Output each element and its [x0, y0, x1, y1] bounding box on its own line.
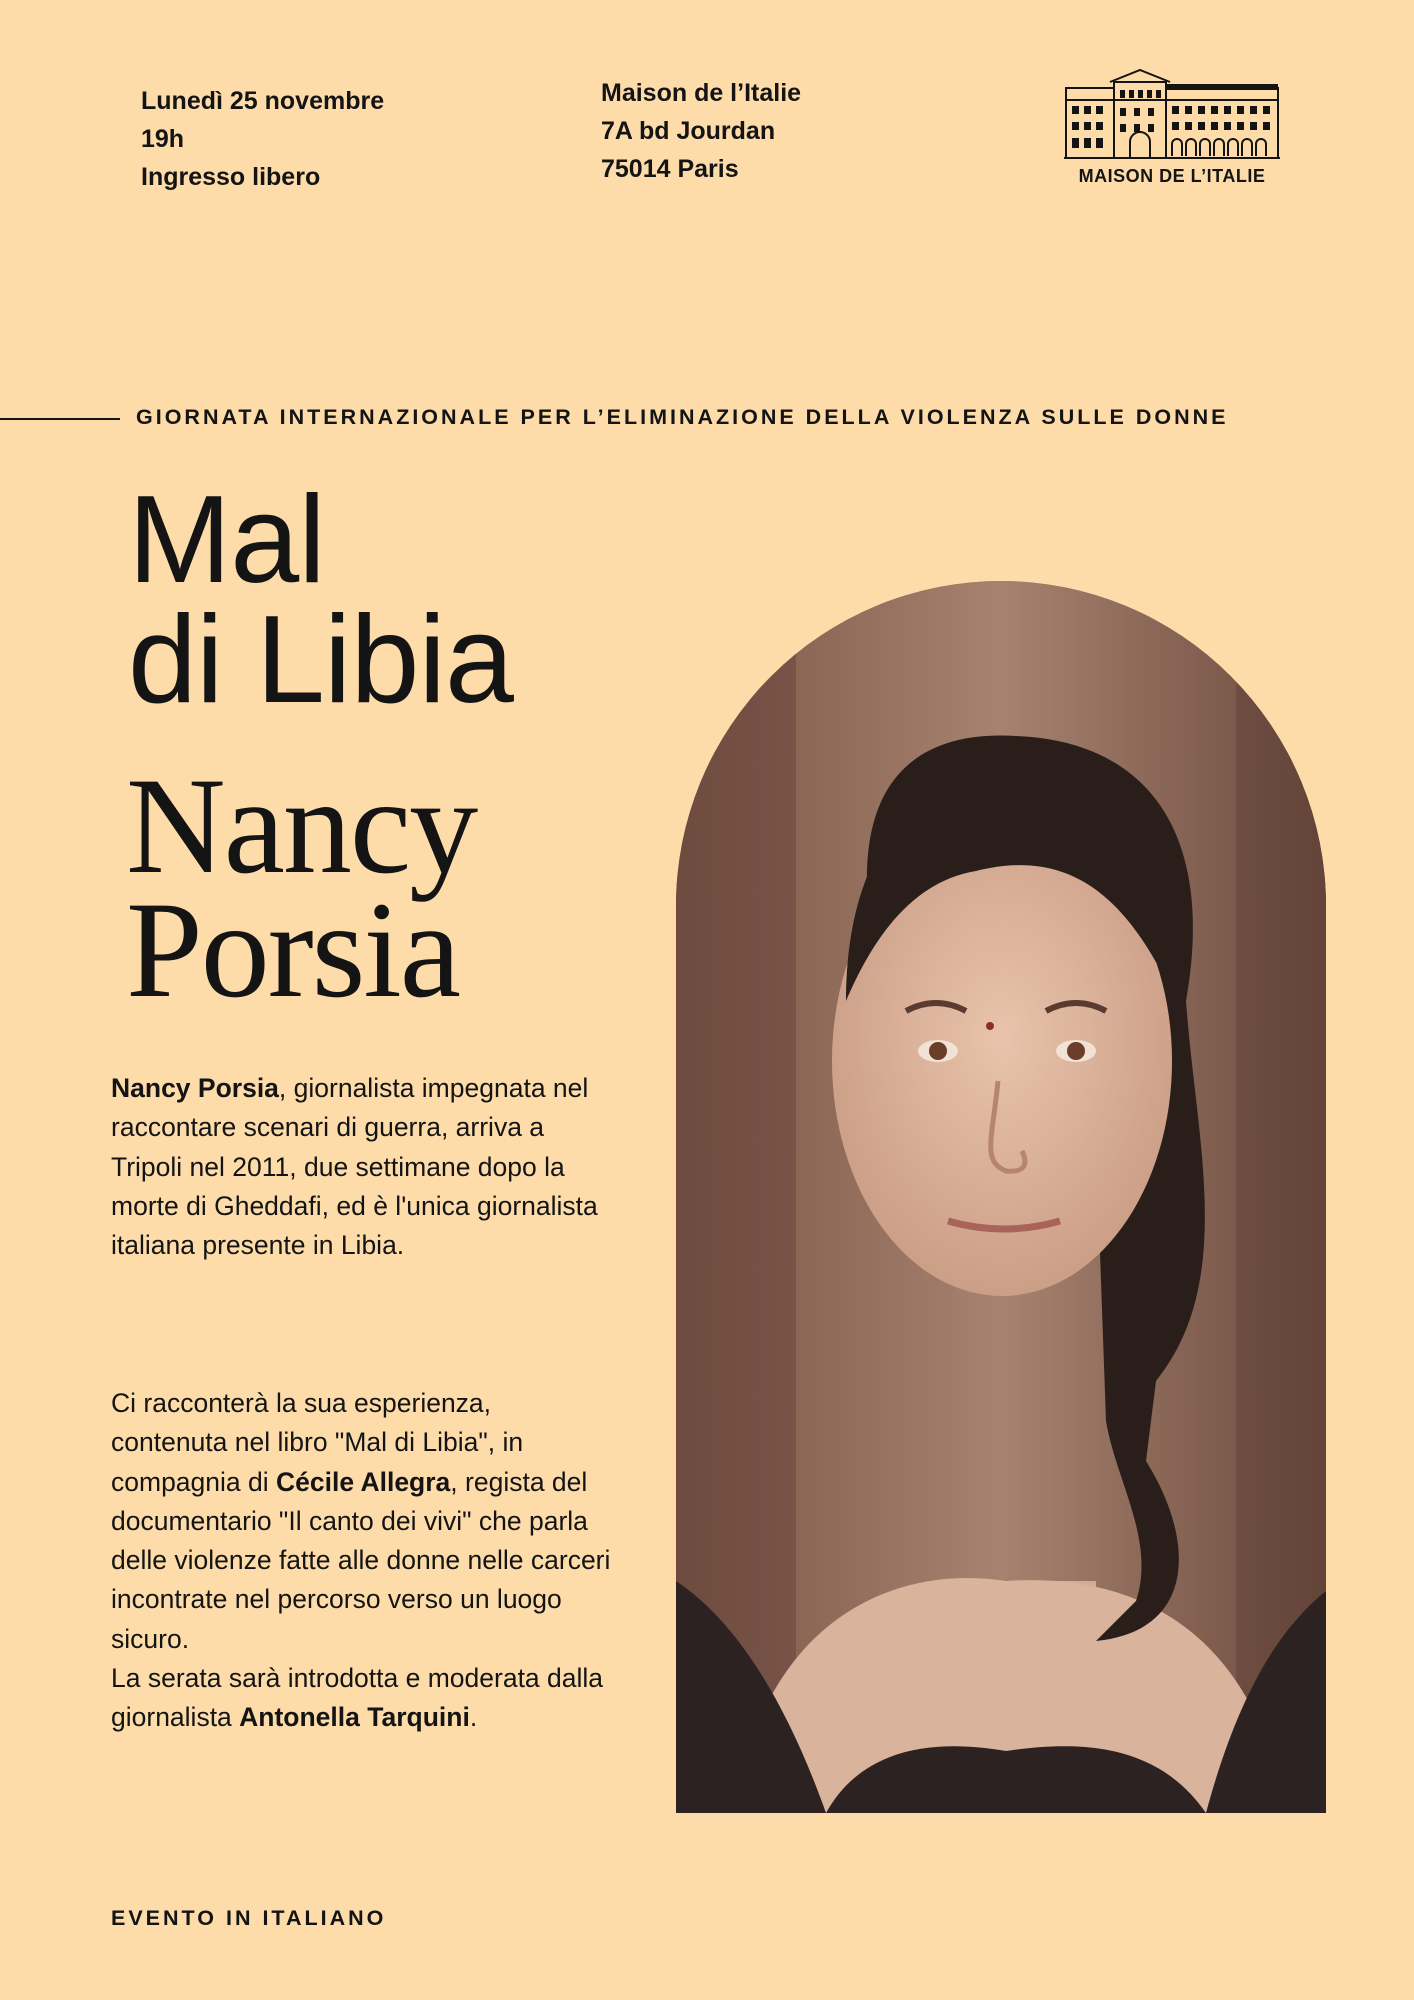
logo-text: MAISON DE L’ITALIE	[1078, 166, 1266, 186]
author-name-line2: Porsia	[126, 873, 459, 1026]
description-text-1: , giornalista impegnata nel raccontare scenari di guerra, arriva a Tripoli nel 2011, due settimane dopo la morte di Gheddafi, ed è l'unica giornalista italiana presente in Libia.	[111, 1073, 598, 1261]
description-text-2b: , regista del documentario "Il canto dei vivi" che parla delle violenze fatte alle donne nelle carceri incontrate nel percorso verso un luogo sicuro.	[111, 1466, 611, 1654]
building-facade-icon	[1064, 68, 1280, 162]
description-text-3a: La serata sarà introdotta e moderata dalla giornalista	[111, 1663, 604, 1733]
book-title-line1: Mal	[128, 471, 325, 609]
author-name-line1: Nancy	[126, 749, 477, 902]
venue-street: 7A bd Jourdan	[601, 117, 776, 145]
book-title	[128, 471, 513, 729]
event-date: Lunedì 25 novembre	[141, 87, 385, 115]
book-title-line2: di Libia	[128, 591, 513, 729]
description-paragraph-1	[111, 1069, 611, 1265]
author-highlight: Nancy Porsia	[111, 1073, 279, 1103]
moderator-highlight: Antonella Tarquini	[239, 1702, 470, 1733]
event-banner: GIORNATA INTERNAZIONALE PER L’ELIMINAZIONE DELLA VIOLENZA SULLE DONNE	[136, 405, 1229, 429]
footer-language-note: EVENTO IN ITALIANO	[111, 1906, 387, 1930]
venue-name: Maison de l’Italie	[601, 79, 802, 107]
venue-address-block	[601, 74, 801, 188]
maison-italie-logo	[1064, 68, 1280, 187]
description-text-2a: Ci racconterà la sua esperienza, contenuta nel libro "Mal di Libia", in compagnia di	[111, 1388, 524, 1497]
event-time: 19h	[141, 125, 185, 153]
event-admission: Ingresso libero	[141, 163, 321, 191]
venue-city: 75014 Paris	[601, 155, 739, 183]
description-text-3b: .	[469, 1702, 478, 1733]
author-portrait-photo	[676, 581, 1326, 1813]
guest-highlight: Cécile Allegra	[276, 1466, 451, 1497]
description-paragraph-2	[111, 1384, 611, 1738]
banner-rule-line	[0, 418, 120, 420]
portrait-illustration	[676, 581, 1326, 1813]
event-date-block	[141, 82, 384, 196]
author-name	[126, 749, 477, 1026]
